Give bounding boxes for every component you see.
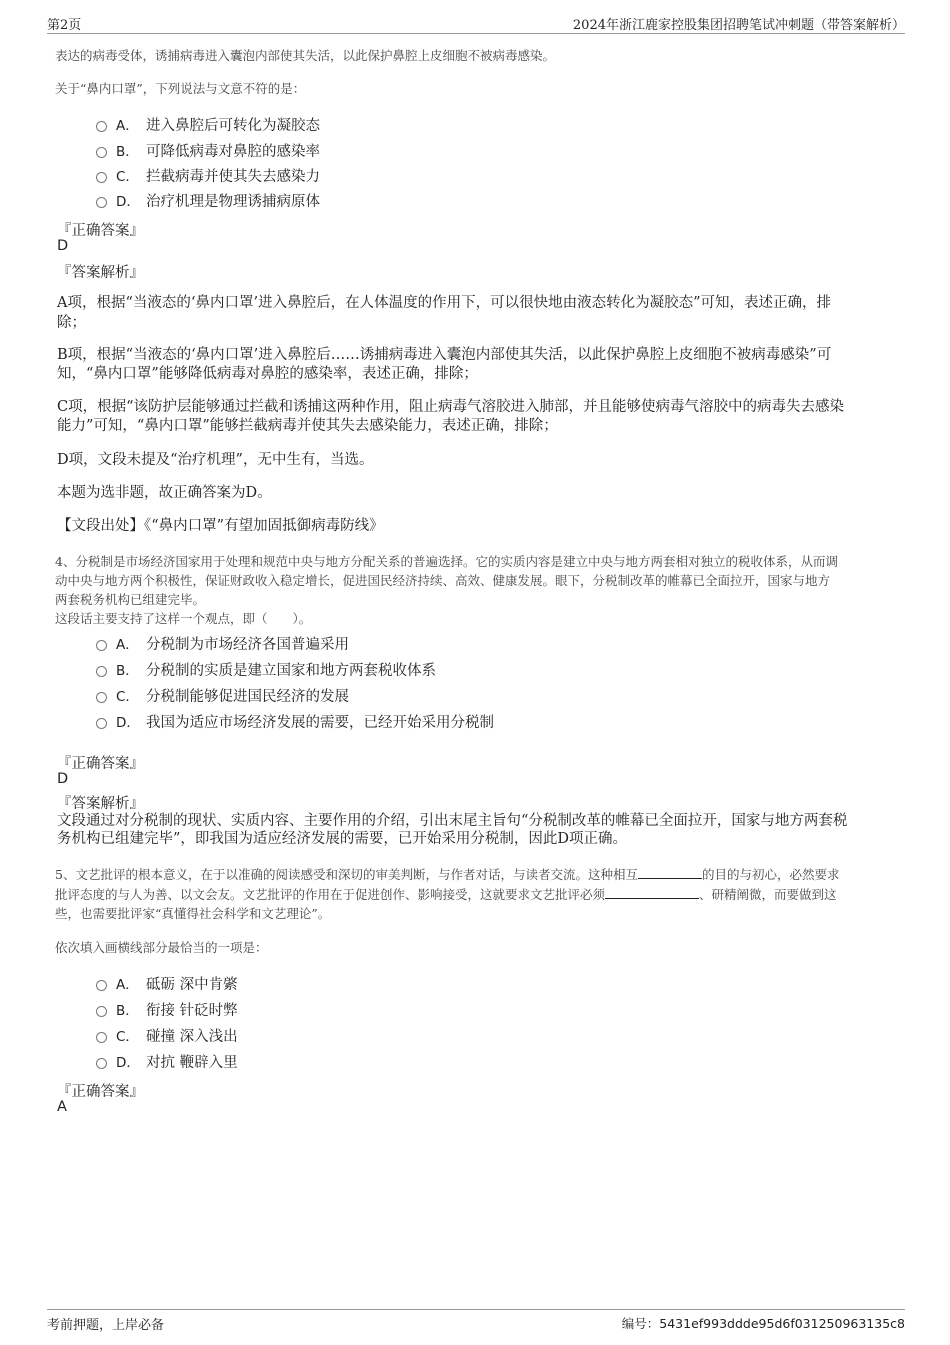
q3-analysis-b-line1: B项，根据“当液态的‘鼻内口罩’进入鼻腔后……诱捕病毒进入囊泡内部使其失活，以此保护鼻腔上皮细胞不被病毒感染”可 [57,347,832,363]
q5-answer-label: 『正确答案』 [57,1084,144,1100]
option-letter: B． [116,144,139,160]
q5-stem-line3: 些，也需要批评家“真懂得社会科学和文艺理论”。 [55,906,331,921]
q5-option-a[interactable] [96,973,238,993]
option-letter: D． [116,715,140,731]
q5-stem-line2 [55,885,837,904]
radio-icon[interactable] [96,121,107,132]
option-text: 分税制为市场经济各国普遍采用 [146,636,349,653]
option-letter: A． [116,637,139,653]
q5-option-d[interactable] [96,1051,238,1071]
q4-option-b[interactable] [96,659,436,679]
q3-analysis-a-line2: 除； [57,315,86,331]
radio-icon[interactable] [96,1058,107,1069]
q5-answer: A [57,1099,67,1115]
header-divider [47,33,905,34]
option-text: 治疗机理是物理诱捕病原体 [146,193,320,210]
radio-icon[interactable] [96,980,107,991]
q3-answer-label: 『正确答案』 [57,223,144,239]
q4-stem-line3: 两套税务机构已组建完毕。 [55,592,206,607]
q4-analysis-label: 『答案解析』 [57,796,144,812]
q3-answer: D [57,238,69,254]
q5-blank-1 [638,866,702,879]
q4-option-a[interactable] [96,633,349,653]
option-text: 分税制能够促进国民经济的发展 [146,688,349,705]
q5-stem-line2-end: 、研精阐微，而要做到这 [699,887,837,902]
option-text: 砥砺 深中肯綮 [146,976,238,993]
question-3-prompt: 关于“鼻内口罩”，下列说法与文意不符的是： [55,81,306,96]
radio-icon[interactable] [96,172,107,183]
page-number: 第2页 [47,18,82,33]
radio-icon[interactable] [96,692,107,703]
option-letter: D． [116,1055,140,1071]
q5-stem-line1-end: 的目的与初心，必然要求 [701,867,840,882]
q3-analysis-a-line1: A项，根据“当液态的‘鼻内口罩’进入鼻腔后，在人体温度的作用下，可以很快地由液态转化为凝胶态”可知，表述正确，排 [57,295,832,311]
q5-option-b[interactable] [96,999,238,1019]
option-text: 拦截病毒并使其失去感染力 [146,168,320,185]
footer-slogan: 考前押题，上岸必备 [47,1318,165,1333]
q4-option-c[interactable] [96,685,349,705]
question-3-passage-tail: 表达的病毒受体，诱捕病毒进入囊泡内部使其失活，以此保护鼻腔上皮细胞不被病毒感染。 [55,48,556,63]
option-text: 衔接 针砭时弊 [146,1002,238,1019]
q5-prompt: 依次填入画横线部分最恰当的一项是： [55,940,268,955]
option-text: 碰撞 深入浅出 [146,1028,238,1045]
radio-icon[interactable] [96,640,107,651]
q3-analysis-label: 『答案解析』 [57,265,144,281]
radio-icon[interactable] [96,1032,107,1043]
q3-analysis-c-line2: 能力”可知，“鼻内口罩”能够拦截病毒并使其失去感染能力，表述正确，排除； [57,418,558,434]
radio-icon[interactable] [96,147,107,158]
q5-stem-line1 [55,865,839,884]
option-letter: D． [116,194,140,210]
q5-blank-2 [605,886,699,899]
option-letter: C． [116,1029,139,1045]
option-letter: B． [116,663,139,679]
q4-analysis-line1: 文段通过对分税制的现状、实质内容、主要作用的介绍，引出末尾主旨句“分税制改革的帷幕已全面拉开，国家与地方两套税 [57,813,848,829]
radio-icon[interactable] [96,666,107,677]
q5-option-c[interactable] [96,1025,238,1045]
q4-answer-label: 『正确答案』 [57,756,144,772]
option-text: 可降低病毒对鼻腔的感染率 [146,143,320,160]
option-letter: C． [116,689,139,705]
footer-divider [47,1309,905,1310]
footer-document-id: 编号：5431ef993ddde95d6f031250963135c8 [621,1316,905,1331]
q4-prompt: 这段话主要支持了这样一个观点，即（ ）。 [55,611,312,626]
q3-option-b[interactable] [96,140,320,160]
q5-stem-line1-start: 5、文艺批评的根本意义，在于以准确的阅读感受和深切的审美判断，与作者对话，与读者交流。这种相互 [55,867,638,882]
q4-answer: D [57,771,69,787]
option-letter: C． [116,169,139,185]
radio-icon[interactable] [96,1006,107,1017]
radio-icon[interactable] [96,718,107,729]
q5-stem-line2-start: 批评态度的与人为善、以文会友。文艺批评的作用在于促进创作、影响接受，这就要求文艺批评必须 [55,887,606,902]
q3-option-c[interactable] [96,165,320,185]
q3-option-a[interactable] [96,114,320,134]
option-text: 我国为适应市场经济发展的需要，已经开始采用分税制 [146,714,494,731]
q3-conclusion: 本题为选非题，故正确答案为D。 [57,485,272,501]
q4-analysis-line2: 务机构已组建完毕”，即我国为适应经济发展的需要，已开始采用分税制，因此D项正确。 [57,831,628,847]
option-letter: A． [116,977,139,993]
option-text: 进入鼻腔后可转化为凝胶态 [146,117,320,134]
q3-analysis-d: D项，文段未提及“治疗机理”，无中生有，当选。 [57,452,374,468]
q3-option-d[interactable] [96,190,320,210]
option-text: 分税制的实质是建立国家和地方两套税收体系 [146,662,436,679]
radio-icon[interactable] [96,197,107,208]
document-title: 2024年浙江鹿家控股集团招聘笔试冲刺题（带答案解析） [572,18,905,33]
q4-stem-line1: 4、分税制是市场经济国家用于处理和规范中央与地方分配关系的普遍选择。它的实质内容是建立中央与地方两套相对独立的税收体系，从而调 [55,554,838,569]
q3-source: 【文段出处】《“鼻内口罩”有望加固抵御病毒防线》 [57,518,384,534]
q3-analysis-b-line2: 知，“鼻内口罩”能够降低病毒对鼻腔的感染率，表述正确，排除； [57,366,478,382]
q4-option-d[interactable] [96,711,494,731]
option-letter: B． [116,1003,139,1019]
q4-stem-line2: 动中央与地方两个积极性，保证财政收入稳定增长，促进国民经济持续、高效、健康发展。眼下，分税制改革的帷幕已全面拉开，国家与地方 [55,573,831,588]
option-letter: A． [116,118,139,134]
option-text: 对抗 鞭辟入里 [146,1054,238,1071]
q3-analysis-c-line1: C项，根据“该防护层能够通过拦截和诱捕这两种作用，阻止病毒气溶胶进入肺部，并且能够使病毒气溶胶中的病毒失去感染 [57,399,845,415]
